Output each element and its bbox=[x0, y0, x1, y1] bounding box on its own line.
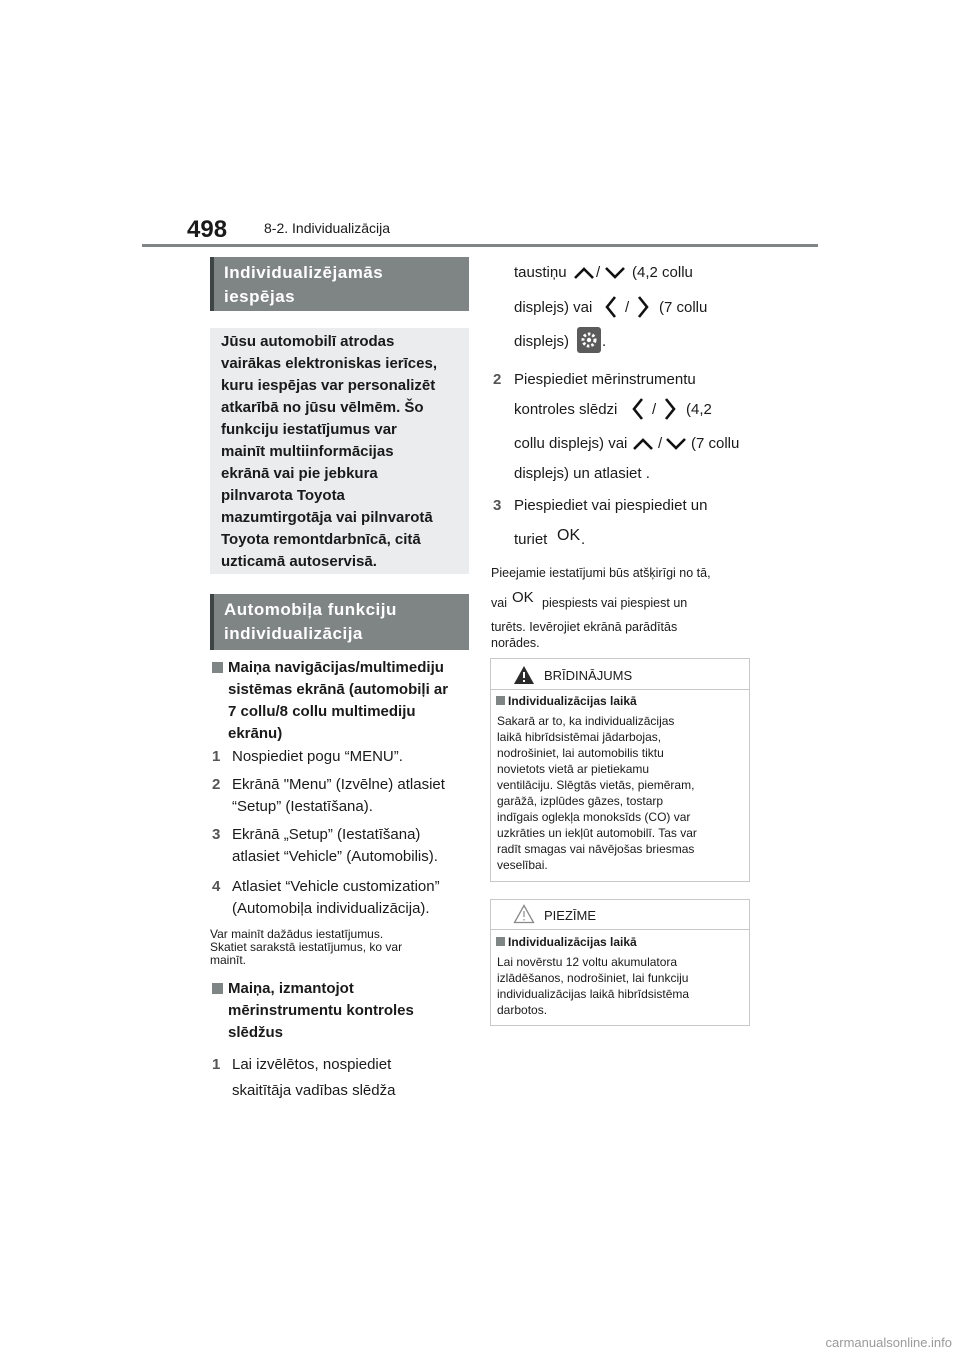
warning-line: indīgais oglekļa monoksīds (CO) var bbox=[497, 810, 691, 824]
step-a3 bbox=[212, 824, 474, 868]
ok-button-icon: OK bbox=[557, 527, 581, 544]
step2-text: kontroles slēdzi bbox=[514, 401, 618, 418]
warning-line: novietots vietā ar pietiekamu bbox=[497, 762, 650, 776]
intro-line: funkciju iestatījumus var bbox=[221, 421, 397, 438]
heading2-line2: individualizācija bbox=[224, 624, 363, 643]
warning-subheading bbox=[496, 694, 637, 708]
warning-line: Sakarā ar to, ka individualizācijas bbox=[497, 714, 675, 728]
text-4-2-inch: (4,2 collu bbox=[632, 264, 693, 281]
step-number: 1 bbox=[212, 1056, 221, 1073]
subheading-meter-switches bbox=[212, 978, 474, 1044]
note-line: vai bbox=[491, 596, 507, 610]
settings-gear-icon bbox=[577, 327, 601, 353]
notice-title: PIEZĪME bbox=[544, 908, 597, 923]
notice-body bbox=[497, 954, 747, 1018]
square-bullet-icon bbox=[212, 662, 223, 673]
step-number: 2 bbox=[493, 371, 502, 388]
text-period: . bbox=[602, 333, 607, 350]
notice-triangle-icon bbox=[513, 904, 535, 924]
warning-sub-text: Individualizācijas laikā bbox=[508, 694, 637, 708]
intro-line: mazumtirgotāja vai pilnvarotā bbox=[221, 509, 433, 526]
text-slash: / bbox=[596, 264, 601, 281]
intro-line: mainīt multiinformācijas bbox=[221, 443, 394, 460]
text-period: . bbox=[581, 531, 586, 548]
text-7-inch: (7 collu bbox=[691, 435, 740, 452]
intro-line: atkarībā no jūsu vēlmēm. Šo bbox=[221, 399, 424, 416]
sub1-line: ekrānu) bbox=[228, 725, 283, 742]
sub2-line: Maiņa, izmantojot bbox=[228, 980, 354, 997]
sub1-line: Maiņa navigācijas/multimediju bbox=[228, 659, 444, 676]
intro-line: kuru iespējas var personalizēt bbox=[221, 377, 436, 394]
box-divider bbox=[491, 929, 749, 930]
chevron-left-icon bbox=[631, 397, 645, 421]
step-a2 bbox=[212, 774, 474, 818]
step-text: Lai izvēlētos, nospiediet bbox=[232, 1056, 392, 1073]
step3-text: Piespiediet vai piespiediet un bbox=[514, 497, 708, 514]
step-number: 3 bbox=[493, 497, 502, 514]
page-number: 498 bbox=[187, 216, 228, 243]
step-text: “Setup” (Iestatīšana). bbox=[232, 798, 373, 815]
note-settings bbox=[210, 928, 472, 967]
warning-line: veselībai. bbox=[497, 858, 548, 872]
intro-line: uzticamā autoservisā. bbox=[221, 553, 377, 570]
notice-sub-text: Individualizācijas laikā bbox=[508, 935, 637, 949]
text-slash: / bbox=[625, 299, 630, 316]
step-text: skaitītāja vadības slēdža bbox=[232, 1082, 396, 1099]
chevron-up-icon bbox=[632, 437, 654, 451]
warning-line: uzkrāties un iekļūt automobilī. Tas var bbox=[497, 826, 697, 840]
intro-line: ekrānā vai pie jebkura bbox=[221, 465, 378, 482]
step-text: Atlasiet “Vehicle customization” bbox=[232, 878, 440, 895]
watermark-logo: carmanualsonline.info bbox=[825, 1335, 952, 1350]
chevron-down-icon bbox=[665, 437, 687, 451]
intro-line: Toyota remontdarbnīcā, citā bbox=[221, 531, 421, 548]
step2-text: Piespiediet mērinstrumentu bbox=[514, 371, 696, 388]
sub2-line: mērinstrumentu kontroles bbox=[228, 1002, 414, 1019]
step-number: 2 bbox=[212, 776, 221, 793]
step-number: 4 bbox=[212, 878, 221, 895]
warning-line: ventilāciju. Slēgtās vietās, piemēram, bbox=[497, 778, 695, 792]
intro-line: vairākas elektroniskas ierīces, bbox=[221, 355, 437, 372]
sub1-line: 7 collu/8 collu multimediju bbox=[228, 703, 416, 720]
step-number: 1 bbox=[212, 748, 221, 765]
notice-line: individualizācijas laikā hibrīdsistēma bbox=[497, 987, 690, 1001]
step-text: Ekrānā "Menu” (Izvēlne) atlasiet bbox=[232, 776, 445, 793]
notice-line: izlādēšanos, nodrošiniet, lai funkciju bbox=[497, 971, 689, 985]
heading1-line1: Individualizējamās bbox=[224, 263, 384, 282]
text-taustinu: taustiņu bbox=[514, 264, 567, 281]
warning-line: nodrošiniet, lai automobilis tiktu bbox=[497, 746, 664, 760]
step2-text: collu displejs) vai bbox=[514, 435, 628, 452]
sub2-line: slēdžus bbox=[228, 1024, 284, 1041]
heading-customizable-features bbox=[210, 257, 469, 311]
note-line: Skatiet sarakstā iestatījumus, ko var bbox=[210, 940, 403, 954]
note-line: piespiests vai piespiest un bbox=[542, 596, 688, 610]
note-line: mainīt. bbox=[210, 953, 247, 967]
step-a4 bbox=[212, 876, 474, 920]
note-line: Var mainīt dažādus iestatījumus. bbox=[210, 927, 384, 941]
subheading-navigation-screen bbox=[212, 657, 472, 745]
notice-line: Lai novērstu 12 voltu akumulatora bbox=[497, 955, 678, 969]
ok-button-icon: OK bbox=[512, 589, 534, 606]
chevron-up-icon bbox=[573, 266, 595, 280]
notice-subheading bbox=[496, 935, 637, 949]
step-a1 bbox=[212, 746, 474, 768]
note-line: Pieejamie iestatījumi būs atšķirīgi no tā, bbox=[491, 566, 711, 580]
text-slash: / bbox=[658, 435, 663, 452]
box-divider bbox=[491, 689, 749, 690]
header-rule bbox=[142, 244, 818, 247]
text-slash: / bbox=[652, 401, 657, 418]
text-4-2: (4,2 bbox=[686, 401, 712, 418]
warning-triangle-icon bbox=[513, 665, 535, 685]
square-bullet-icon bbox=[212, 983, 223, 994]
intro-line: pilnvarota Toyota bbox=[221, 487, 345, 504]
chevron-down-icon bbox=[604, 266, 626, 280]
step-text: Nospiediet pogu “MENU”. bbox=[232, 748, 403, 765]
step-text: Ekrānā „Setup” (Iestatīšana) bbox=[232, 826, 421, 843]
warning-line: radīt smagas vai nāvējošas briesmas bbox=[497, 842, 695, 856]
step-b1 bbox=[212, 1052, 474, 1104]
warning-title: BRĪDINĀJUMS bbox=[544, 668, 633, 683]
text-display: displejs) bbox=[514, 333, 570, 350]
step-text: atlasiet “Vehicle” (Automobilis). bbox=[232, 848, 438, 865]
note-line: norādes. bbox=[491, 636, 540, 650]
step-text: (Automobiļa individualizācija). bbox=[232, 900, 430, 917]
section-title: 8-2. Individualizācija bbox=[264, 220, 391, 236]
step2-text: displejs) un atlasiet . bbox=[514, 465, 650, 482]
step3-text: turiet bbox=[514, 531, 548, 548]
square-bullet-icon bbox=[496, 937, 505, 946]
warning-line: laikā hibrīdsistēmai jādarbojas, bbox=[497, 730, 662, 744]
heading1-line2: iespējas bbox=[224, 287, 296, 306]
note-line: turēts. Ievērojiet ekrānā parādītās bbox=[491, 620, 678, 634]
warning-body bbox=[497, 713, 747, 873]
notice-line: darbotos. bbox=[497, 1003, 548, 1017]
warning-box bbox=[490, 658, 750, 882]
notice-box bbox=[490, 899, 750, 1026]
chevron-right-icon bbox=[636, 295, 650, 319]
text-display-or: displejs) vai bbox=[514, 299, 593, 316]
heading-vehicle-customization bbox=[210, 594, 469, 650]
sub1-line: sistēmas ekrānā (automobiļi ar bbox=[228, 681, 449, 698]
square-bullet-icon bbox=[496, 696, 505, 705]
intro-box bbox=[210, 328, 469, 574]
warning-line: garāžā, izplūdes gāzes, tostarp bbox=[497, 794, 664, 808]
heading2-line1: Automobiļa funkciju bbox=[224, 600, 397, 619]
chevron-right-icon bbox=[663, 397, 677, 421]
chevron-left-icon bbox=[604, 295, 618, 319]
step-number: 3 bbox=[212, 826, 221, 843]
intro-line: Jūsu automobilī atrodas bbox=[221, 333, 395, 350]
text-7-inch: (7 collu bbox=[659, 299, 708, 316]
